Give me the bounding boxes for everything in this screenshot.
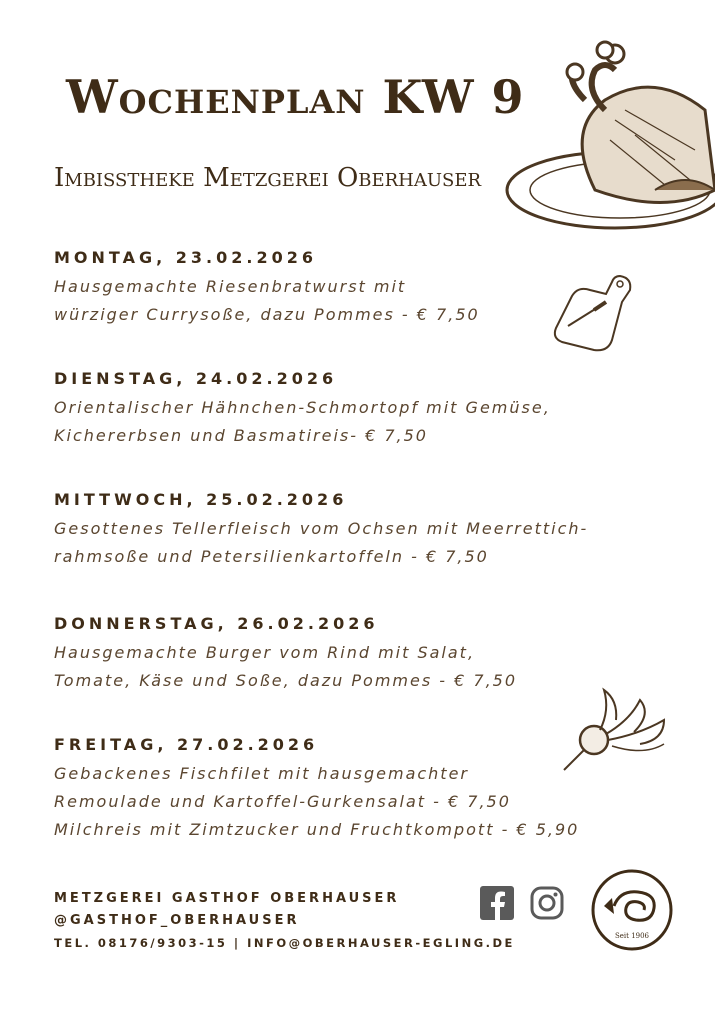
- dish-line: Orientalischer Hähnchen-Schmortopf mit Gemüse,: [54, 398, 551, 417]
- dish-line: Kichererbsen und Basmatireis- € 7,50: [54, 426, 428, 445]
- roast-chicken-illustration: [505, 40, 715, 240]
- dish-line: Gebackenes Fischfilet mit hausgemachter: [54, 764, 469, 783]
- day-heading: MITTWOCH, 25.02.2026: [54, 490, 348, 509]
- social-handle[interactable]: @GASTHOF_OBERHAUSER: [54, 913, 300, 928]
- instagram-icon[interactable]: [530, 886, 564, 920]
- day-friday: [54, 735, 694, 844]
- logo-text: Seit 1906: [614, 932, 650, 940]
- facebook-icon[interactable]: [480, 886, 514, 920]
- menu-subtitle: Imbisstheke Metzgerei Oberhauser: [54, 163, 482, 193]
- dish-line: rahmsoße und Petersilienkartoffeln - € 7,50: [54, 547, 489, 566]
- day-heading: MONTAG, 23.02.2026: [54, 248, 317, 267]
- dish-line: Hausgemachte Burger vom Rind mit Salat,: [54, 643, 476, 662]
- dish-line: Remoulade und Kartoffel-Gurkensalat - € 7,50: [54, 792, 511, 811]
- contact-info[interactable]: TEL. 08176/9303-15 | INFO@OBERHAUSER-EGLING.DE: [54, 936, 515, 950]
- day-wednesday: [54, 490, 694, 571]
- dish-line: Milchreis mit Zimtzucker und Fruchtkompott - € 5,90: [54, 820, 580, 839]
- day-heading: DIENSTAG, 24.02.2026: [54, 369, 338, 388]
- day-thursday: [54, 614, 694, 695]
- business-name: METZGEREI GASTHOF OBERHAUSER: [54, 891, 400, 906]
- posthorn-logo: [590, 868, 674, 952]
- day-heading: FREITAG, 27.02.2026: [54, 735, 319, 754]
- dish-line: Tomate, Käse und Soße, dazu Pommes - € 7,50: [54, 671, 518, 690]
- footer-contact: [54, 888, 515, 954]
- dish-line: würziger Currysoße, dazu Pommes - € 7,50: [54, 305, 480, 324]
- dish-line: Hausgemachte Riesenbratwurst mit: [54, 277, 407, 296]
- day-tuesday: [54, 369, 694, 450]
- day-heading: DONNERSTAG, 26.02.2026: [54, 614, 379, 633]
- day-monday: [54, 248, 694, 329]
- dish-line: Gesottenes Tellerfleisch vom Ochsen mit Meerrettich-: [54, 519, 589, 538]
- menu-title: Wochenplan KW 9: [66, 70, 525, 124]
